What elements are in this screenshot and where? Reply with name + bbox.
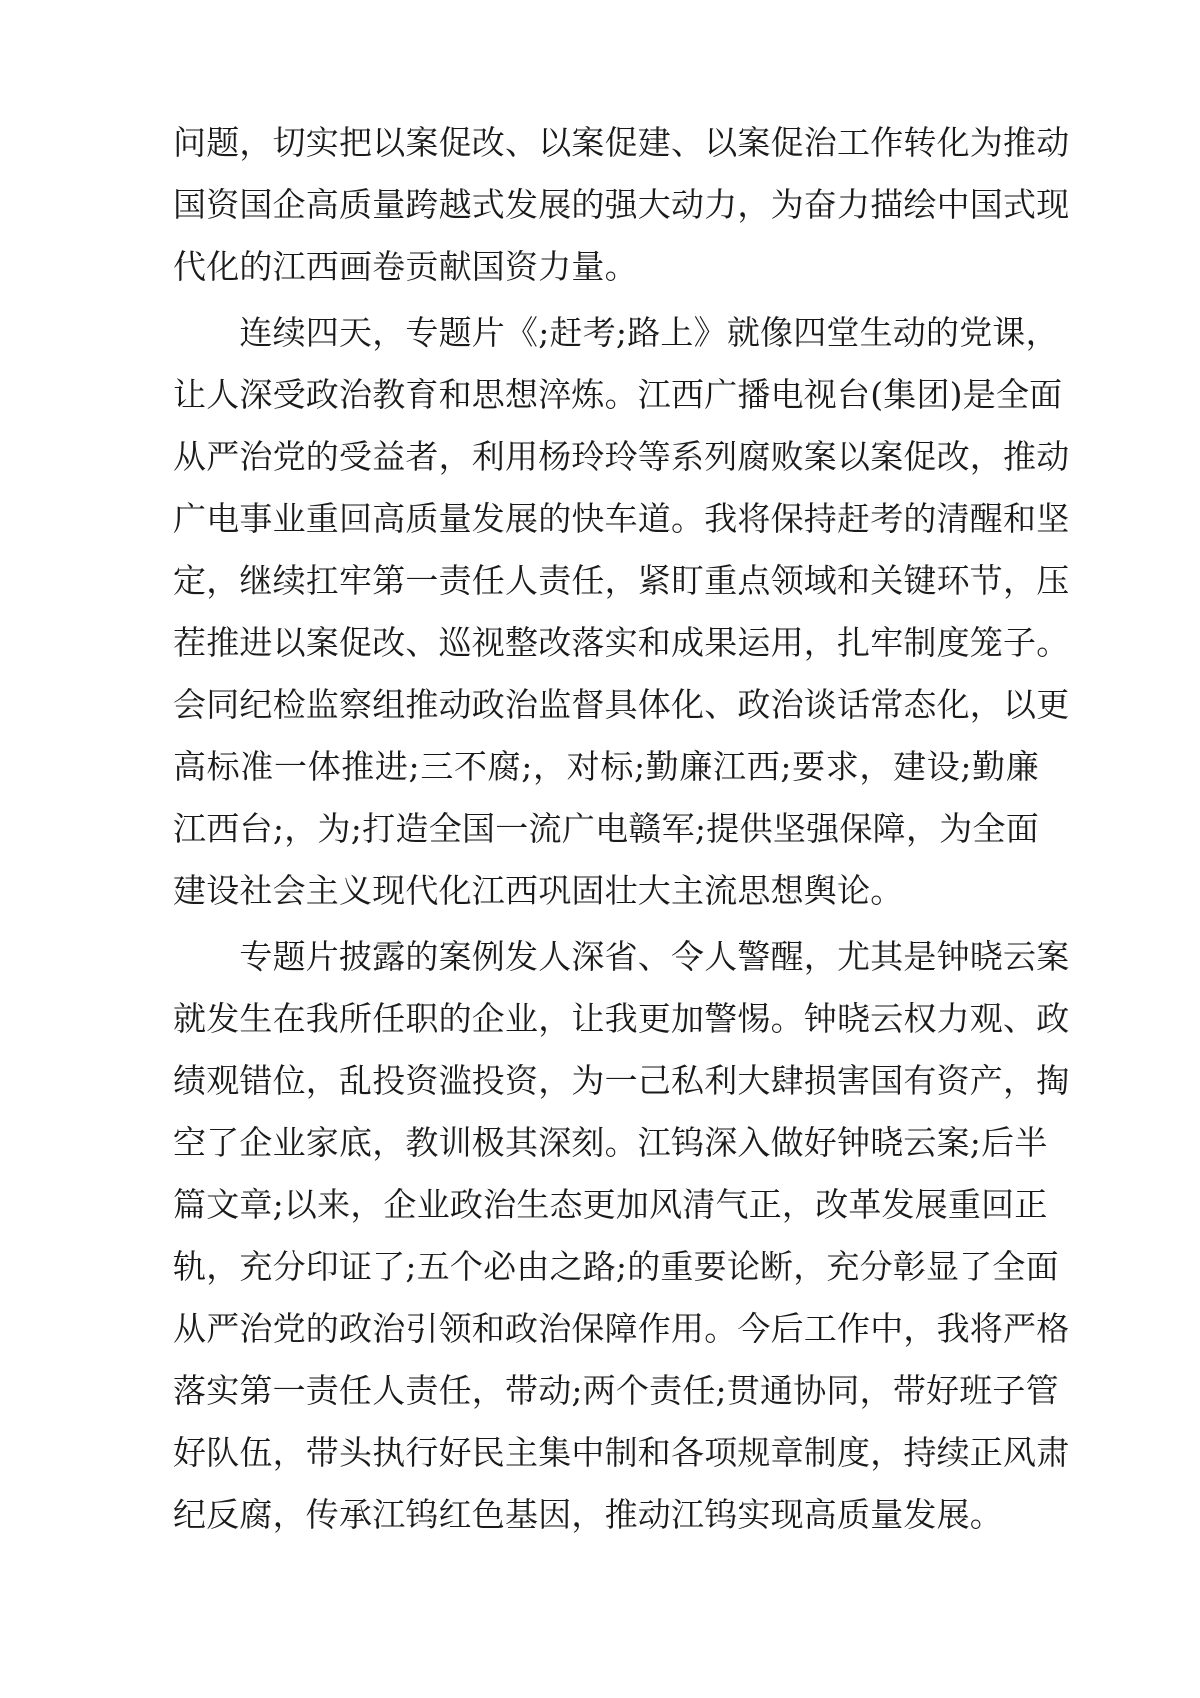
text-line: 高标准一体推进;三不腐;，对标;勤廉江西;要求，建设;勤廉: [173, 747, 1039, 786]
text-line: 绩观错位，乱投资滥投资，为一己私利大肆损害国有资产，掏: [173, 1061, 1070, 1100]
text-line: 落实第一责任人责任，带动;两个责任;贯通协同，带好班子管: [173, 1371, 1059, 1410]
text-line: 代化的江西画卷贡献国资力量。: [173, 247, 638, 286]
text-line: 轨，充分印证了;五个必由之路;的重要论断，充分彰显了全面: [173, 1247, 1059, 1286]
text-line: 国资国企高质量跨越式发展的强大动力，为奋力描绘中国式现: [173, 185, 1070, 224]
text-line: 广电事业重回高质量发展的快车道。我将保持赶考的清醒和坚: [173, 499, 1070, 538]
text-line: 让人深受政治教育和思想淬炼。江西广播电视台(集团)是全面: [173, 375, 1063, 414]
text-line: 定，继续扛牢第一责任人责任，紧盯重点领域和关键环节，压: [173, 561, 1070, 600]
text-line: 从严治党的政治引领和政治保障作用。今后工作中，我将严格: [173, 1309, 1070, 1348]
text-line: 从严治党的受益者，利用杨玲玲等系列腐败案以案促改，推动: [173, 437, 1070, 476]
text-line: 纪反腐，传承江钨红色基因，推动江钨实现高质量发展。: [173, 1495, 1003, 1534]
text-line: 茬推进以案促改、巡视整改落实和成果运用，扎牢制度笼子。: [173, 623, 1070, 662]
text-line: 好队伍，带头执行好民主集中制和各项规章制度，持续正风肃: [173, 1433, 1070, 1472]
text-line: 篇文章;以来，企业政治生态更加风清气正，改革发展重回正: [173, 1185, 1048, 1224]
text-line: 就发生在我所任职的企业，让我更加警惕。钟晓云权力观、政: [173, 999, 1070, 1038]
paragraph-1: [173, 112, 1070, 298]
text-line: 连续四天，专题片《;赶考;路上》就像四堂生动的党课，: [173, 313, 1059, 352]
paragraph-3: [173, 926, 1070, 1546]
text-line: 问题，切实把以案促改、以案促建、以案促治工作转化为推动: [173, 123, 1070, 162]
text-line: 会同纪检监察组推动政治监督具体化、政治谈话常态化，以更: [173, 685, 1070, 724]
text-line: 建设社会主义现代化江西巩固壮大主流思想舆论。: [173, 871, 904, 910]
paragraph-2: [173, 302, 1070, 922]
text-line: 江西台;，为;打造全国一流广电赣军;提供坚强保障，为全面: [173, 809, 1039, 848]
text-line: 空了企业家底，教训极其深刻。江钨深入做好钟晓云案;后半: [173, 1123, 1048, 1162]
text-line: 专题片披露的案例发人深省、令人警醒，尤其是钟晓云案: [173, 937, 1070, 976]
document-body: [173, 112, 1070, 1546]
